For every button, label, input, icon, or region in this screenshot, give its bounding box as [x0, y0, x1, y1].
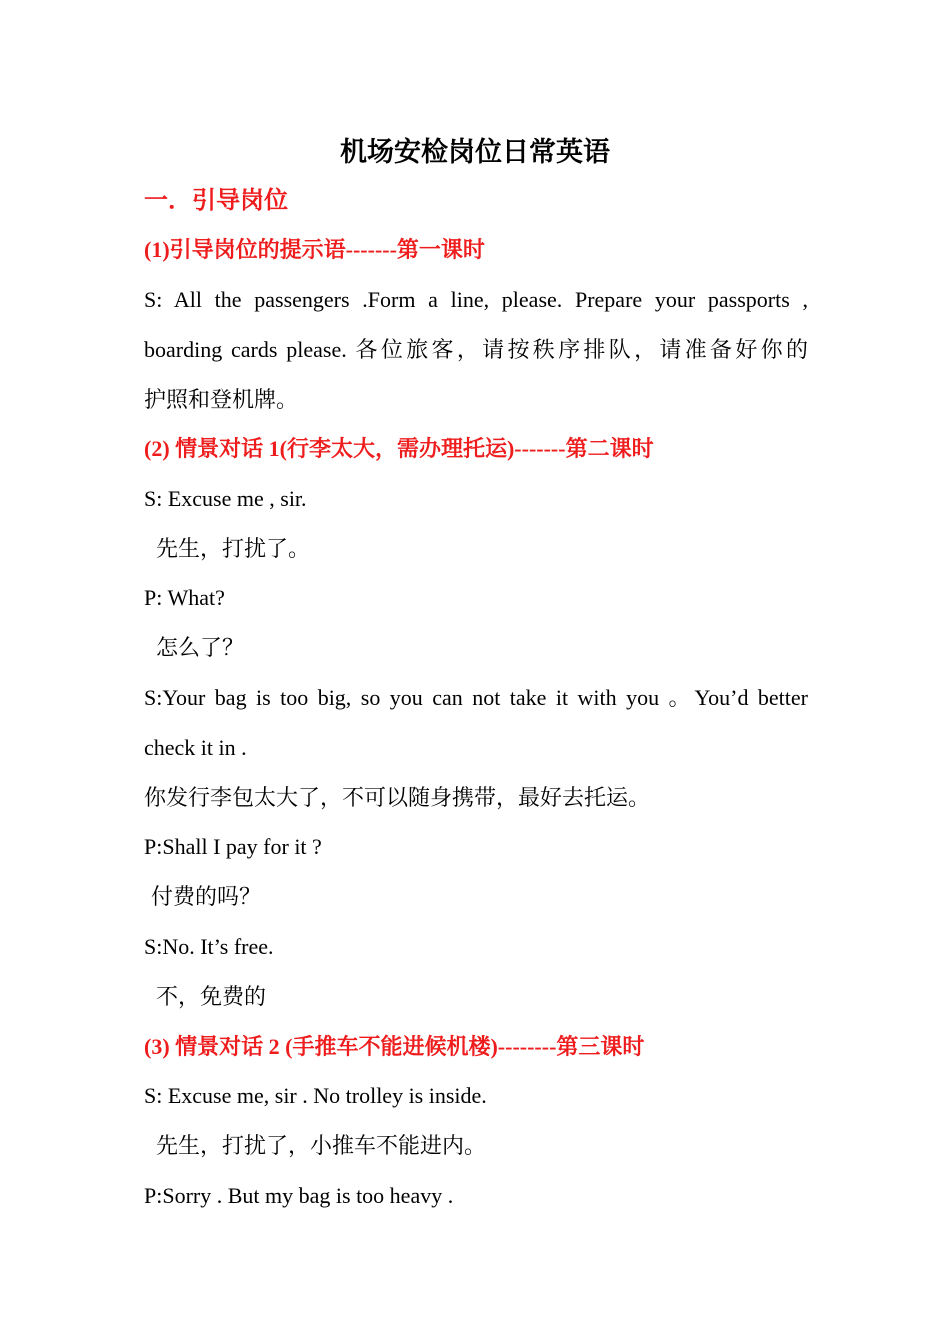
dialogue-line: S:Your bag is too big, so you can not take it with you 。You’d better	[144, 685, 808, 710]
dialogue-line: S: Excuse me , sir.	[144, 486, 307, 511]
dialogue-line: P:Shall I pay for it ?	[144, 834, 322, 859]
dialogue-line: check it in .	[144, 735, 247, 760]
subheading-lesson-2: (2) 情景对话 1(行李太大，需办理托运)-------第二课时	[144, 436, 654, 461]
paragraph-line: boarding cards please. 各位旅客，请按秩序排队，请准备好你的	[144, 337, 808, 362]
dialogue-translation: 怎么了？	[156, 635, 245, 660]
paragraph-line: 护照和登机牌。	[144, 387, 299, 412]
page-title: 机场安检岗位日常英语	[340, 137, 610, 167]
dialogue-translation: 不，免费的	[156, 984, 267, 1009]
dialogue-translation: 你发行李包太大了，不可以随身携带，最好去托运。	[144, 785, 651, 810]
dialogue-translation: 付费的吗？	[151, 884, 262, 909]
dialogue-line: P:Sorry . But my bag is too heavy .	[144, 1183, 454, 1208]
subheading-lesson-1: (1)引导岗位的提示语-------第一课时	[144, 237, 485, 262]
dialogue-line: S:No. It’s free.	[144, 934, 274, 959]
dialogue-translation: 先生，打扰了，小推车不能进内。	[156, 1133, 487, 1158]
paragraph-line: S: All the passengers .Form a line, please. Prepare your passports ,	[144, 287, 808, 312]
dialogue-line: S: Excuse me, sir . No trolley is inside.	[144, 1083, 487, 1108]
dialogue-line: P: What?	[144, 585, 225, 610]
dialogue-translation: 先生，打扰了。	[156, 536, 311, 561]
section-heading-guide-post: 一．引导岗位	[144, 188, 288, 214]
subheading-lesson-3: (3) 情景对话 2 (手推车不能进候机楼)--------第三课时	[144, 1034, 645, 1059]
